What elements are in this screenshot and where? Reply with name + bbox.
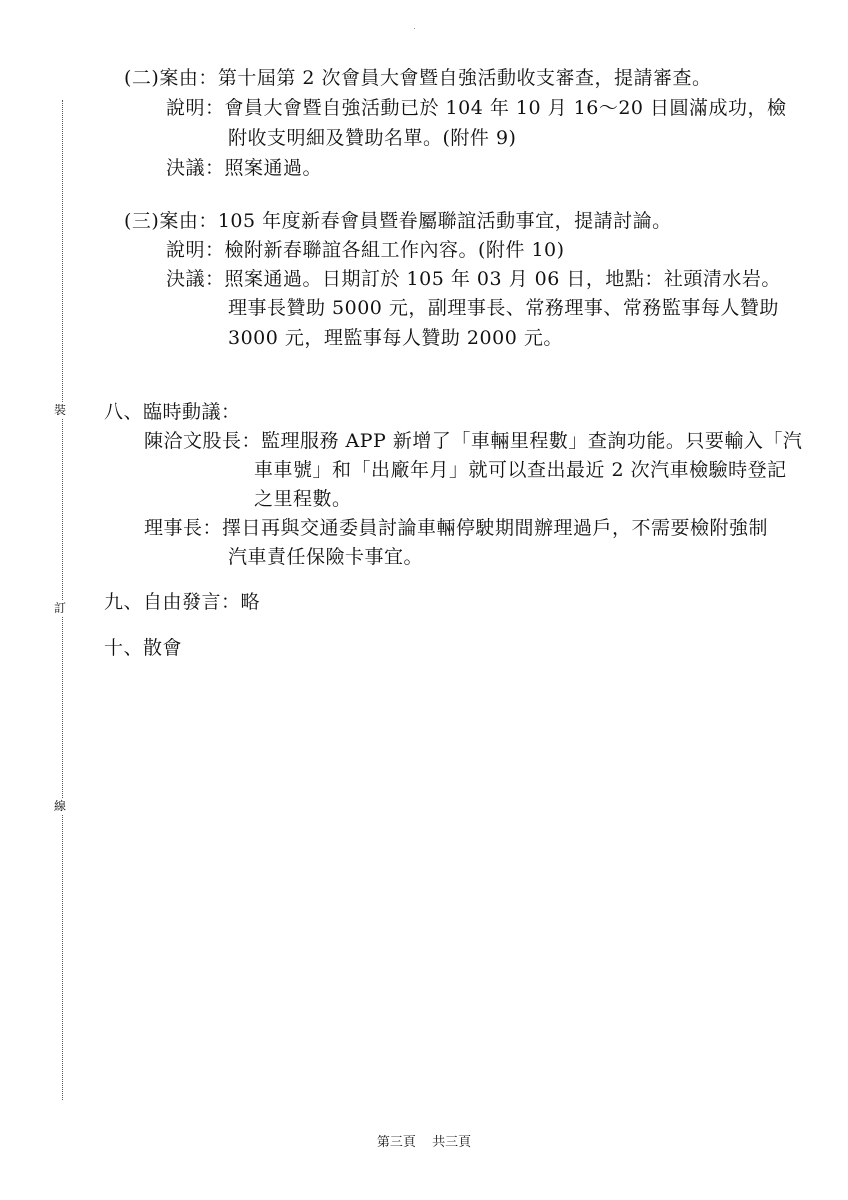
motion-chen-line2: 車車號」和「出廠年月」就可以查出最近 2 次汽車檢驗時登記 xyxy=(254,459,787,481)
item3-explanation: 說明：檢附新春聯誼各組工作內容。(附件 10) xyxy=(166,239,565,261)
binding-label-xian: 線 xyxy=(54,799,67,813)
scan-mark xyxy=(414,28,415,29)
item3-resolution-cont2: 3000 元，理監事每人贊助 2000 元。 xyxy=(228,327,563,349)
motion-chen-line3: 之里程數。 xyxy=(254,488,352,510)
item3-case: (三)案由：105 年度新春會員暨眷屬聯誼活動事宜，提請討論。 xyxy=(124,210,672,232)
page-footer xyxy=(0,1135,848,1151)
item2-explanation: 說明：會員大會暨自強活動已於 104 年 10 月 16～20 日圓滿成功，檢 xyxy=(166,97,787,119)
page-total: 共三頁 xyxy=(432,1135,472,1150)
section10-heading: 十、散會 xyxy=(104,637,183,659)
item3-resolution-cont1: 理事長贊助 5000 元，副理事長、常務理事、常務監事每人贊助 xyxy=(228,297,779,319)
item2-explanation-cont: 附收支明細及贊助名單。(附件 9) xyxy=(228,127,517,149)
section8-heading: 八、臨時動議： xyxy=(104,401,241,423)
motion-chairman-line2: 汽車責任保險卡事宜。 xyxy=(228,546,424,568)
binding-label-ding: 訂 xyxy=(54,601,67,615)
section9-heading: 九、自由發言：略 xyxy=(104,591,261,613)
page-number: 第三頁 xyxy=(376,1135,416,1150)
binding-label-zhuang: 裝 xyxy=(54,403,67,417)
item2-resolution: 決議：照案通過。 xyxy=(166,157,323,179)
motion-chairman-line1: 理事長：擇日再與交通委員討論車輛停駛期間辦理過戶，不需要檢附強制 xyxy=(144,517,769,539)
item2-case: (二)案由：第十屆第 2 次會員大會暨自強活動收支審查，提請審查。 xyxy=(124,67,712,89)
item3-resolution: 決議：照案通過。日期訂於 105 年 03 月 06 日，地點：社頭清水岩。 xyxy=(166,268,781,290)
motion-chen-line1: 陳洽文股長：監理服務 APP 新增了「車輛里程數」查詢功能。只要輸入「汽 xyxy=(144,430,803,452)
